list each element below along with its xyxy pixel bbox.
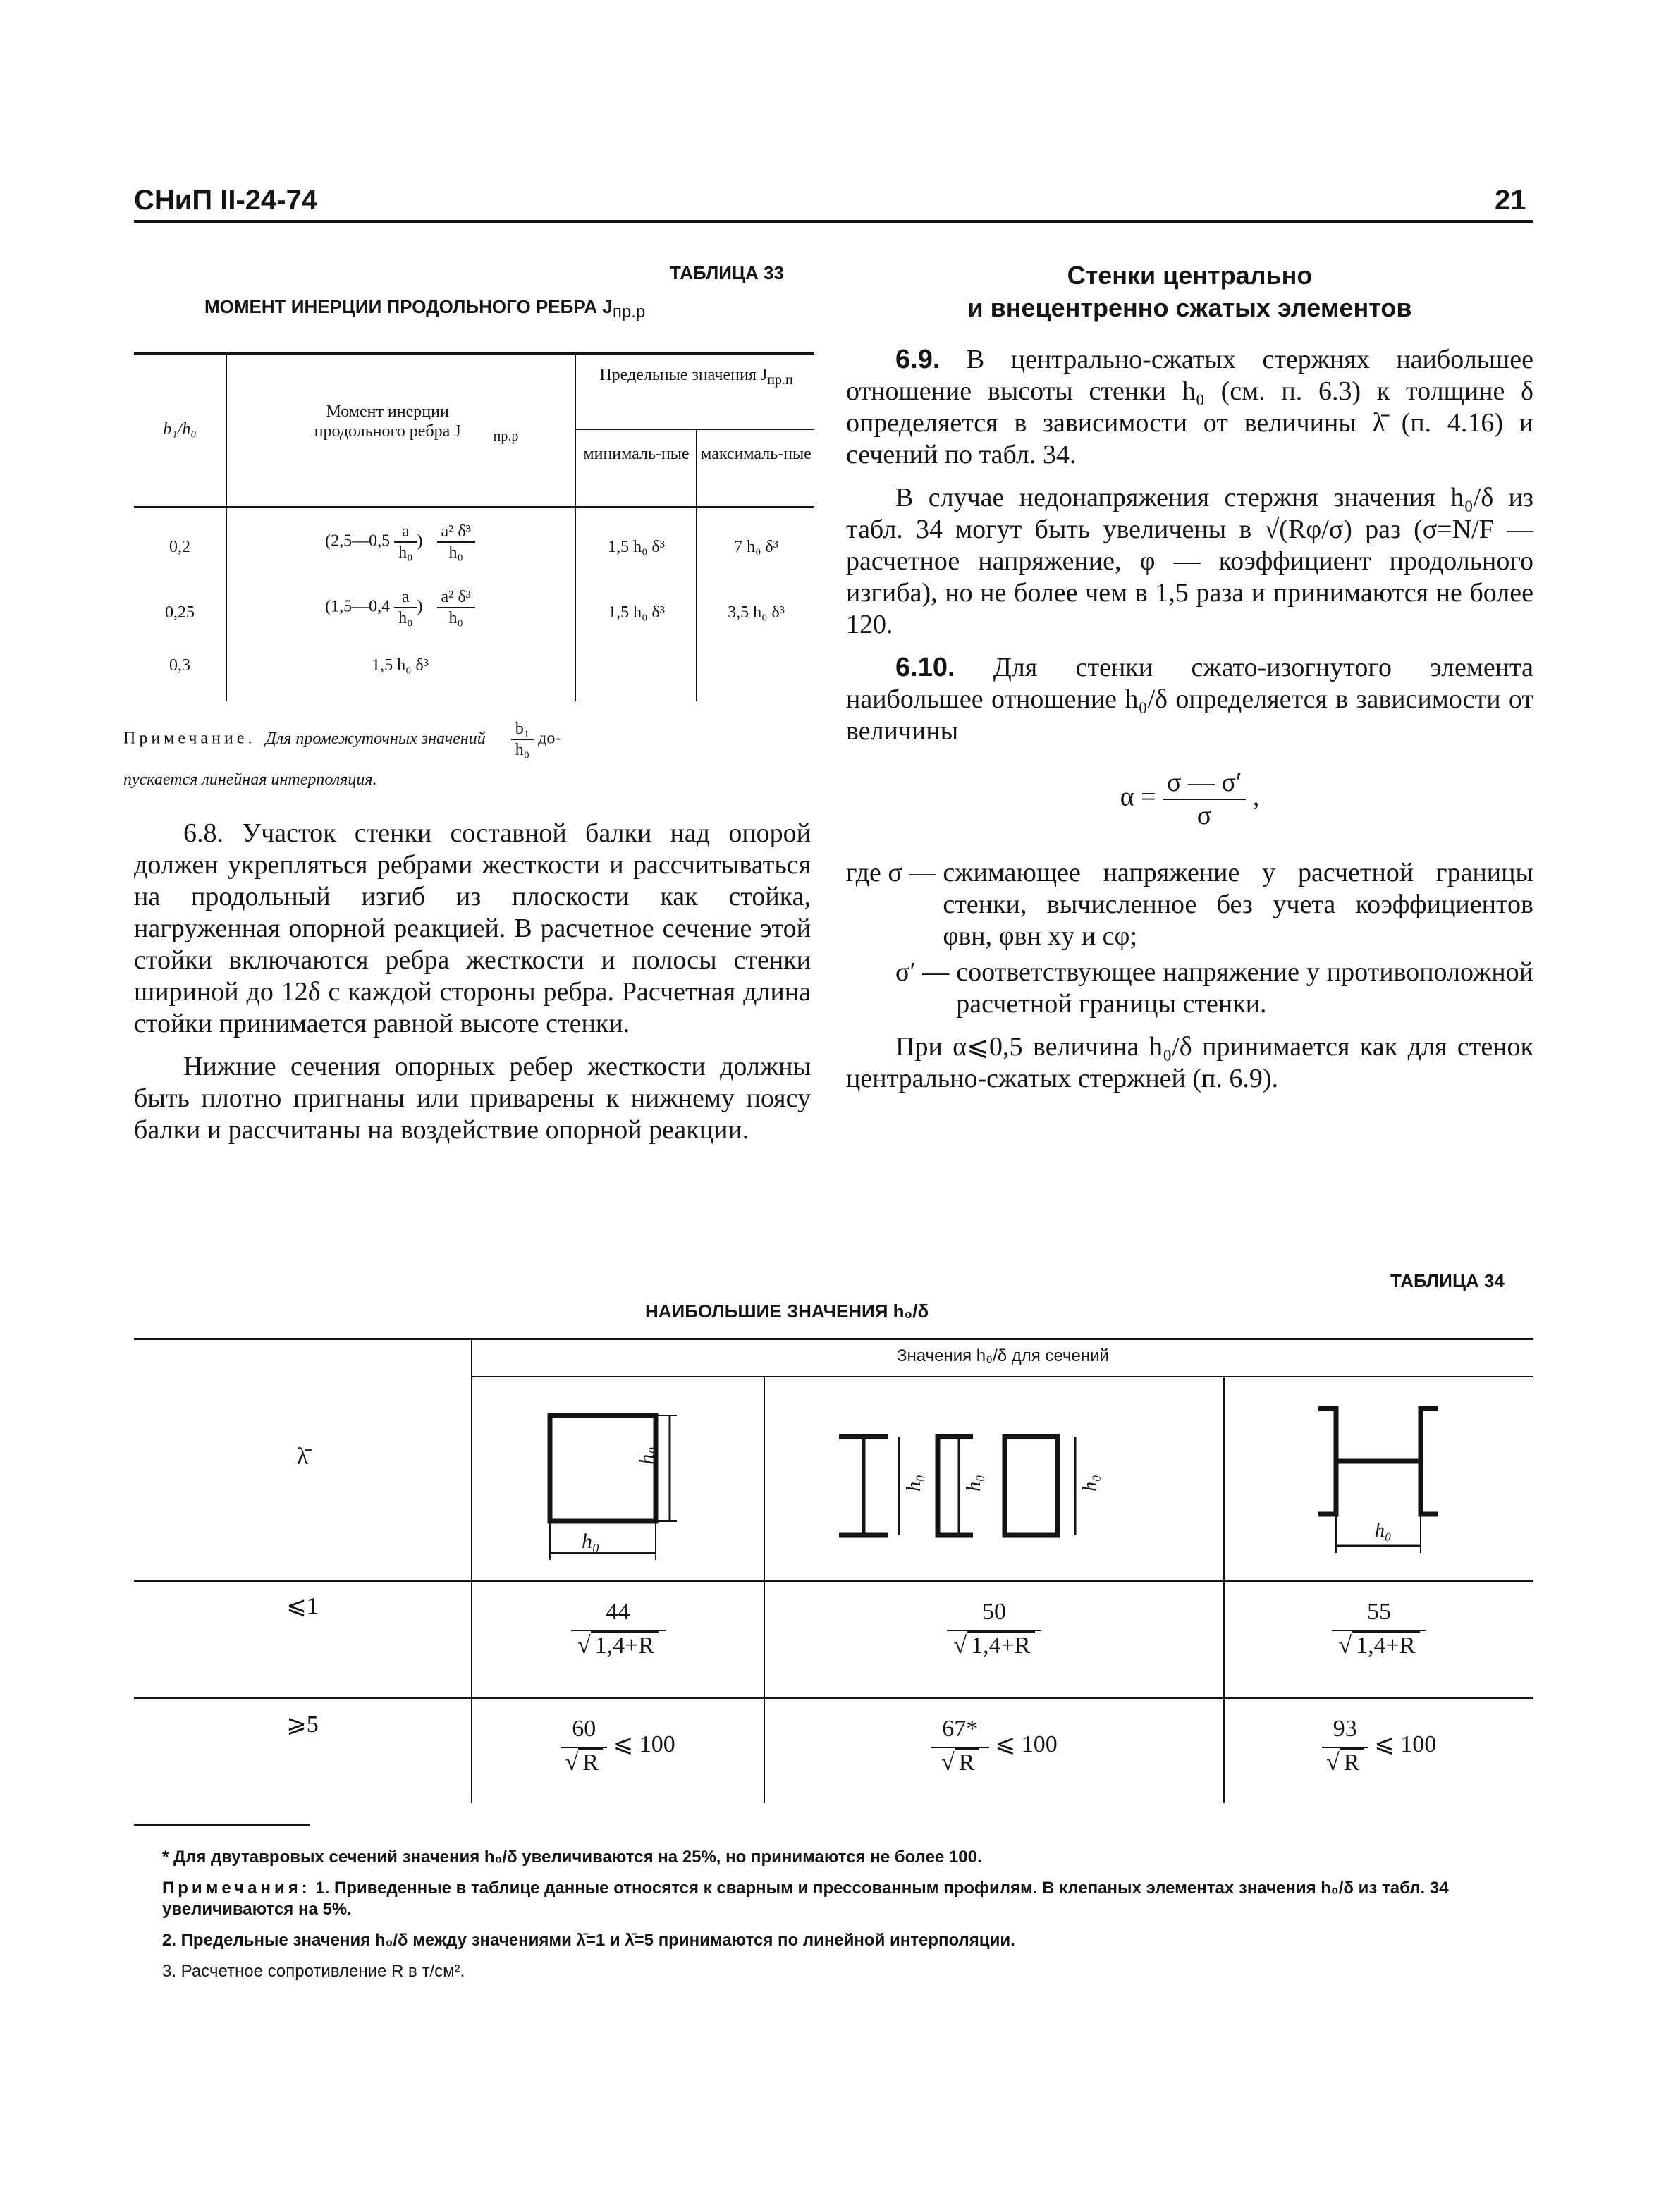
tube-section-outline [1005, 1437, 1058, 1535]
table34-row1-c3-num: 55 [1332, 1599, 1426, 1631]
table34-row2-c3-frac [1322, 1716, 1368, 1776]
table33-row1-prefix: (2,5—0,5 [325, 532, 391, 551]
alpha-formula-tail: , [1252, 782, 1260, 812]
footnote-note-1: 1. Приведенные в таблице данные относятся к сварным и прессованным профилям. В клепаных элементах значения h₀/δ из табл. 34 увеличиваются на 5%. [162, 1879, 1449, 1919]
table34-row1-c1-num: 44 [571, 1599, 666, 1631]
channel-label: h₀ [962, 1475, 985, 1492]
table33-row2-a: a [394, 587, 417, 608]
table33-row1-ratio: 0,2 [169, 538, 190, 556]
footnote-notes [162, 1878, 1533, 1920]
table33-note-tail: до- [538, 729, 561, 748]
table33-row1-h: h₀ [398, 543, 413, 562]
table33-row1-formula: (2,5—0,5 $\frac{a}{\text{h₀}}$ ) $\frac{\text{a² δ³}}{\text{h₀}}$ [233, 522, 568, 563]
table33-row2-ratio: 0,25 [165, 603, 195, 622]
table34-row2-c2-num: 67* [931, 1716, 989, 1748]
paragraph-6-9-number: 6.9. [895, 345, 941, 374]
table33-top-rule [134, 352, 814, 355]
table34-row1-c1-frac [571, 1599, 666, 1659]
left-column [134, 818, 811, 1157]
table34 [134, 1338, 1533, 2212]
table34-row2-lambda: ⩾5 [286, 1712, 319, 1738]
table34-row2-c1-limit: ⩽ 100 [613, 1731, 675, 1757]
table33-col-max: максималь-ные [701, 445, 811, 463]
section-heading [846, 259, 1533, 324]
table33-row2-formula: (1,5—0,4 $\frac{a}{\text{h₀}}$ ) $\frac{\text{a² δ³}}{\text{h₀}}$ [233, 587, 568, 628]
h-section-label: h₀ [1375, 1520, 1392, 1542]
table33-note [123, 719, 818, 760]
table34-row2-c1 [472, 1716, 764, 1776]
table34-row1-c3-frac [1332, 1599, 1426, 1659]
paragraph-6-10-text: Для стенки сжато-изогнутого элемента наибольшее отношение h₀/δ определяется в зависимости от величины [846, 653, 1533, 746]
table34-row2-c2 [765, 1716, 1223, 1776]
table33-title-text: МОМЕНТ ИНЕРЦИИ ПРОДОЛЬНОГО РЕБРА J [204, 296, 613, 317]
table33-row1-min: 1,5 h₀ δ³ [608, 538, 665, 556]
section-heading-line2: и внецентренно сжатых элементов [967, 293, 1412, 322]
table34-col-values: Значения h₀/δ для сечений [897, 1346, 1109, 1365]
document-code: СНиП II-24-74 [134, 185, 318, 216]
table34-row1-lambda: ⩽1 [286, 1593, 319, 1619]
table33-label: ТАБЛИЦА 33 [670, 262, 784, 283]
alpha-formula-den: σ [1196, 801, 1212, 830]
table34-row2-c3 [1225, 1716, 1533, 1776]
table33-note-line2: пускается линейная интерполяция. [123, 770, 377, 789]
paragraph-6-9-text: В центрально-сжатых стержнях наибольшее отношение высоты стенки h₀ (см. п. 6.3) к толщине δ определяется в зависимости от величины λ̄ (п. 4.16) и сечений по табл. 34. [846, 345, 1533, 469]
header-rule [134, 220, 1533, 223]
definition-sigma-prime [846, 957, 1533, 1020]
box-section-label-v: h₀ [635, 1446, 659, 1465]
definition-sigma-prime-term: σ′ — [895, 957, 950, 987]
box-section-icon [529, 1387, 712, 1571]
table34-row1-c2 [765, 1599, 1223, 1659]
table33-row1-max: 7 h₀ δ³ [734, 538, 778, 556]
paragraph-6-10-number: 6.10. [895, 653, 955, 682]
table33-title-sub: пр.р [612, 302, 646, 322]
table34-row2-c3-limit: ⩽ 100 [1374, 1731, 1437, 1757]
paragraph-alpha-limit: При α⩽0,5 величина h₀/δ принимается как для стенок центрально-сжатых стержней (п. 6.9). [846, 1032, 1533, 1093]
table33-col-moment-sub: пр.р [493, 428, 519, 444]
definition-sigma-term: где σ — [846, 858, 936, 887]
table33-row2-prefix: (1,5—0,4 [325, 597, 391, 616]
table33-col-ratio: b₁/h₀ [163, 420, 197, 438]
table34-row1-c3-radicand: 1,4+R [1352, 1631, 1419, 1659]
table33-row1-den: h₀ [448, 543, 463, 562]
i-beam-label: h₀ [902, 1475, 925, 1492]
paragraph-6-9 [846, 344, 1533, 471]
table33-col-limits-text: Предельные значения J [599, 366, 768, 384]
alpha-formula-lhs: α = [1120, 782, 1156, 812]
table34-row2-c1-radicand: R [578, 1748, 603, 1776]
table34-row2-c2-radicand: R [955, 1748, 979, 1776]
table33-row2-max: 3,5 h₀ δ³ [728, 603, 785, 622]
table33-vline-3 [696, 430, 697, 701]
box-section-outline [550, 1415, 656, 1521]
table33-head-rule [134, 506, 814, 508]
definition-sigma [846, 857, 1533, 952]
table34-values-rule [472, 1376, 1533, 1377]
table34-row2-c1-num: 60 [561, 1716, 607, 1748]
definition-sigma-text: сжимающее напряжение у расчетной границы стенки, вычисленное без учета коэффициентов φвн, φвн xy и cφ; [943, 858, 1533, 951]
table34-row2-c1-den: √ R [561, 1748, 607, 1776]
footnote-note-2: 2. Предельные значения h₀/δ между значениями λ̄=1 и λ̄=5 принимаются по линейной интерполяции. [162, 1931, 1015, 1950]
table33-col-limits-sub: пр.п [767, 371, 793, 388]
table34-row1-c1-den: √ 1,4+R [571, 1631, 666, 1659]
table33-row2-frac-a [394, 587, 417, 628]
footnote-note-3: 3. Расчетное сопротивление R в т/см². [162, 1962, 465, 1981]
right-column [846, 344, 1533, 1106]
table34-row1-c3 [1225, 1599, 1533, 1659]
paragraph-6-8-cont: Нижние сечения опорных ребер жесткости должны быть плотно пригнаны или приварены к нижнему поясу балки и рассчитаны на воздействие опорной реакции. [134, 1052, 811, 1145]
footnote-rule [134, 1824, 310, 1826]
table34-col-lambda: λ̄ [296, 1444, 309, 1470]
table33-sub-rule [575, 429, 814, 430]
table33-row2-num: a² δ³ [437, 587, 475, 608]
h-section-left [1318, 1408, 1336, 1514]
table33-note-text: Для промежуточных значений [265, 729, 486, 748]
table34-row1-c1-radicand: 1,4+R [591, 1631, 659, 1659]
table33-row2-frac-b [437, 587, 475, 628]
table33-note-label: Примечание. [123, 729, 256, 748]
table34-row2-c2-frac [931, 1716, 989, 1776]
table34-row2-c3-num: 93 [1322, 1716, 1368, 1748]
table34-row2-c2-limit: ⩽ 100 [995, 1731, 1058, 1757]
table33-row2-min: 1,5 h₀ δ³ [608, 603, 665, 622]
table34-row1-c1 [472, 1599, 764, 1659]
table33-col-moment-text: Момент инерции продольного ребра J [314, 403, 461, 441]
table33-note-frac-den: h₀ [515, 741, 530, 759]
table34-title: НАИБОЛЬШИЕ ЗНАЧЕНИЯ h₀/δ [645, 1301, 929, 1322]
table33-col-min: минималь-ные [583, 445, 690, 463]
table34-row2-c2-den: √ R [931, 1748, 989, 1776]
alpha-formula-num: σ — σ′ [1163, 767, 1246, 800]
table33-row3-formula: 1,5 h₀ δ³ [372, 656, 429, 675]
paragraph-6-9-cont: В случае недонапряжения стержня значения h₀/δ из табл. 34 могут быть увеличены в √(Rφ/σ) раз (σ=N/F — расчетное напряжение, φ — коэффициент продольного изгиба), но не более чем в 1,5 раза и принимаются не более 120. [846, 483, 1533, 639]
table33-col-moment [233, 402, 568, 446]
h-section-right [1421, 1408, 1438, 1514]
table33-row1-num: a² δ³ [437, 522, 475, 543]
table33-note-frac-num: b₁ [511, 719, 534, 740]
table34-row1-c3-den: √ 1,4+R [1332, 1631, 1426, 1659]
table34-row-rule [134, 1697, 1533, 1699]
definition-sigma-prime-text: соответствующее напряжение у противоположной расчетной границы стенки. [956, 957, 1533, 1019]
table34-row2-c3-radicand: R [1340, 1748, 1364, 1776]
table33 [134, 352, 814, 705]
table34-top-rule [134, 1338, 1533, 1340]
table33-row1-a: a [394, 522, 417, 543]
table34-row1-c2-den: √ 1,4+R [947, 1631, 1041, 1659]
box-section-label-h: h₀ [582, 1530, 600, 1553]
paragraph-6-10 [846, 652, 1533, 747]
table34-label: ТАБЛИЦА 34 [1390, 1270, 1505, 1291]
tube-label: h₀ [1079, 1475, 1101, 1492]
page-number: 21 [1495, 185, 1526, 216]
table33-row2-h: h₀ [398, 609, 413, 627]
footnote-star: * Для двутавровых сечений значения h₀/δ увеличиваются на 25%, но принимаются не более 100. [162, 1848, 982, 1867]
table34-row1-c2-frac [947, 1599, 1041, 1659]
table33-vline-1 [226, 352, 227, 701]
table33-row1-frac-b [437, 522, 475, 563]
paragraph-6-8: 6.8. Участок стенки составной балки над опорой должен укрепляться ребрами жесткости и рассчитываться на продольный изгиб из плоскости как стойка, нагруженная опорной реакцией. В расчетное сечение этой стойки включаются ребра жесткости и полосы стенки шириной до 12δ с каждой стороны ребра. Расчетная длина стойки принимается равной высоте стенки. [134, 818, 811, 1038]
table33-row1-frac-a [394, 522, 417, 563]
table33-vline-2 [575, 352, 576, 701]
table34-row1-c2-num: 50 [947, 1599, 1041, 1631]
section-heading-line1: Стенки центрально [1067, 261, 1313, 290]
table34-row2-c3-den: √ R [1322, 1748, 1368, 1776]
alpha-formula [846, 767, 1533, 832]
table33-row3-ratio: 0,3 [169, 656, 190, 675]
table34-head-rule [134, 1580, 1533, 1582]
table33-note-frac [511, 719, 534, 760]
table33-row2-den: h₀ [448, 609, 463, 627]
alpha-formula-frac [1163, 767, 1246, 832]
table33-title [204, 296, 645, 322]
table34-row2-c1-frac [561, 1716, 607, 1776]
table34-row1-c2-radicand: 1,4+R [967, 1631, 1034, 1659]
footnote-notes-label: Примечания: [162, 1879, 311, 1898]
table33-col-limits [578, 365, 814, 390]
